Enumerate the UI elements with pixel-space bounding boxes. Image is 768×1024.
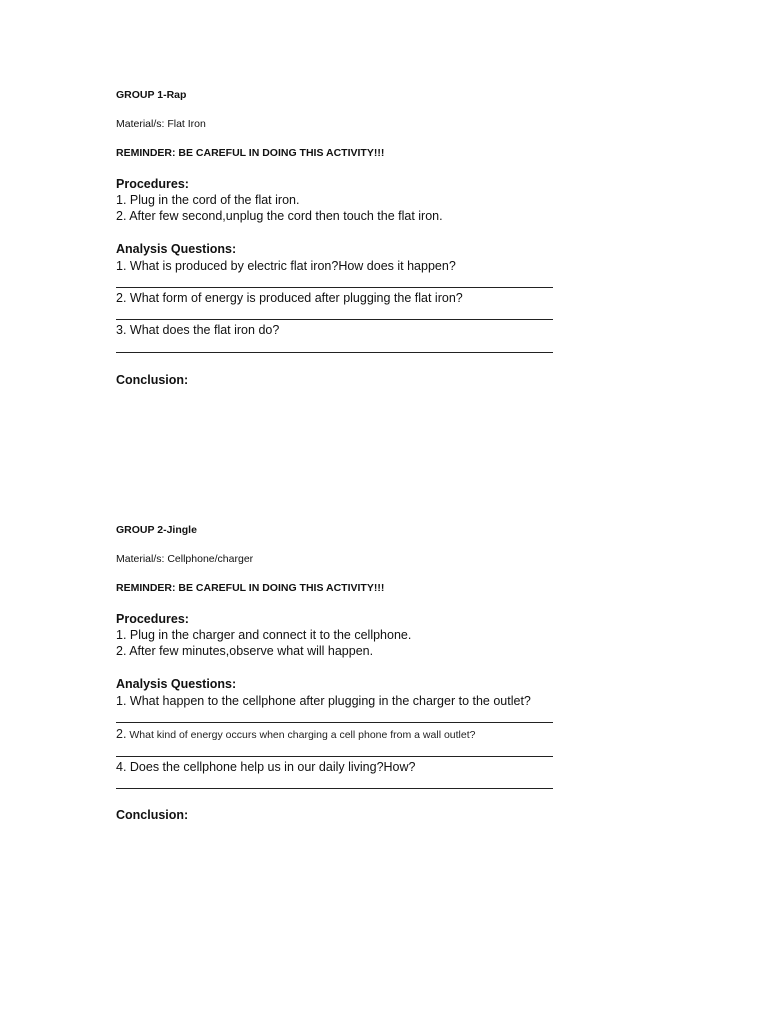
group2-reminder: REMINDER: BE CAREFUL IN DOING THIS ACTIVITY!!! [116, 582, 385, 594]
group2-answer-line-3 [116, 788, 553, 789]
group2-conclusion-heading: Conclusion: [116, 808, 189, 822]
group1-question-2: 2. What form of energy is produced after plugging the flat iron? [116, 291, 463, 305]
group2-question-2-text: What kind of energy occurs when charging a cell phone from a wall outlet? [129, 729, 476, 741]
group1-title: GROUP 1-Rap [116, 89, 187, 101]
group2-analysis-heading: Analysis Questions: [116, 677, 237, 691]
group2-title: GROUP 2-Jingle [116, 524, 197, 536]
group2-procedures-heading: Procedures: [116, 612, 189, 626]
group2-materials: Material/s: Cellphone/charger [116, 553, 254, 565]
group2-question-2-number: 2. [116, 727, 127, 741]
group1-analysis-heading: Analysis Questions: [116, 242, 237, 256]
group1-procedures-heading: Procedures: [116, 177, 189, 191]
group2-question-3: 4. Does the cellphone help us in our daily living?How? [116, 760, 416, 774]
group2-answer-line-2 [116, 756, 553, 757]
group2-procedure-2: 2. After few minutes,observe what will happen. [116, 644, 374, 658]
group1-reminder: REMINDER: BE CAREFUL IN DOING THIS ACTIVITY!!! [116, 147, 385, 159]
group1-procedure-2: 2. After few second,unplug the cord then touch the flat iron. [116, 209, 443, 223]
group1-answer-line-3 [116, 352, 553, 353]
group1-answer-line-1 [116, 287, 553, 288]
group2-answer-line-1 [116, 722, 553, 723]
group1-procedure-1: 1. Plug in the cord of the flat iron. [116, 193, 300, 207]
group1-question-3: 3. What does the flat iron do? [116, 323, 280, 337]
group1-question-1: 1. What is produced by electric flat iron?How does it happen? [116, 259, 456, 273]
group2-question-1: 1. What happen to the cellphone after plugging in the charger to the outlet? [116, 694, 531, 708]
group2-question-2 [116, 728, 475, 741]
group1-conclusion-heading: Conclusion: [116, 373, 189, 387]
group1-materials: Material/s: Flat Iron [116, 118, 206, 130]
group1-answer-line-2 [116, 319, 553, 320]
group2-procedure-1: 1. Plug in the charger and connect it to the cellphone. [116, 628, 412, 642]
